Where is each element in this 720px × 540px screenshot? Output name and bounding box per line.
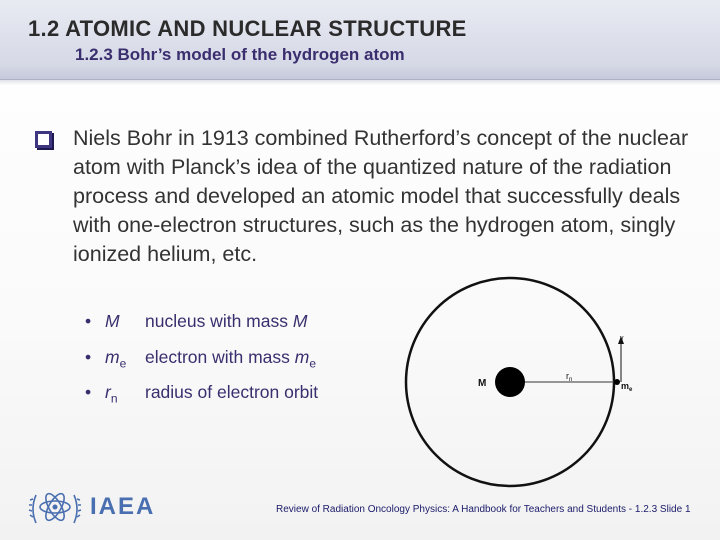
definition-item-electron — [85, 343, 318, 379]
slide-header — [0, 0, 720, 80]
slide-subtitle: 1.2.3 Bohr’s model of the hydrogen atom — [75, 45, 405, 64]
nucleus — [495, 367, 525, 397]
slide-title: 1.2 ATOMIC AND NUCLEAR STRUCTURE — [28, 16, 467, 41]
main-paragraph: Niels Bohr in 1913 combined Rutherford’s concept of the nuclear atom with Planck’s idea of the quantized nature of the radiation process and developed an atomic model that successfully deals with one-electron structures, such as the hydrogen atom, singly ionized helium, etc. — [73, 126, 689, 266]
definition-list — [85, 307, 318, 414]
square-bullet-icon — [35, 131, 52, 148]
definition-text: radius of electron orbit — [145, 382, 319, 402]
iaea-logo-text: IAEA — [90, 493, 156, 520]
symbol-me: $m_e$ — [105, 346, 127, 370]
bohr-atom-diagram — [392, 276, 652, 496]
radius-label: $r_n$ — [566, 371, 573, 383]
definition-item-radius — [85, 378, 318, 414]
velocity-label: v — [620, 335, 624, 342]
symbol-rn: $r_n$ — [105, 382, 118, 406]
definition-text: nucleus with mass M — [145, 311, 308, 331]
bullet-dot: • — [85, 382, 92, 402]
bullet-dot: • — [85, 311, 92, 331]
definition-item-nucleus — [85, 307, 318, 343]
slide-footer: Review of Radiation Oncology Physics: A Handbook for Teachers and Students - 1.2.3 Slide 1 — [276, 504, 691, 515]
electron — [614, 379, 620, 385]
electron-label: $m_e$ — [621, 381, 633, 393]
iaea-logo — [28, 483, 155, 531]
nucleus-label: M — [478, 378, 487, 389]
iaea-emblem-icon — [28, 483, 82, 531]
symbol-M: M — [105, 311, 120, 331]
definition-text: electron with mass $m_e$ — [145, 346, 317, 370]
bullet-dot: • — [85, 346, 92, 367]
